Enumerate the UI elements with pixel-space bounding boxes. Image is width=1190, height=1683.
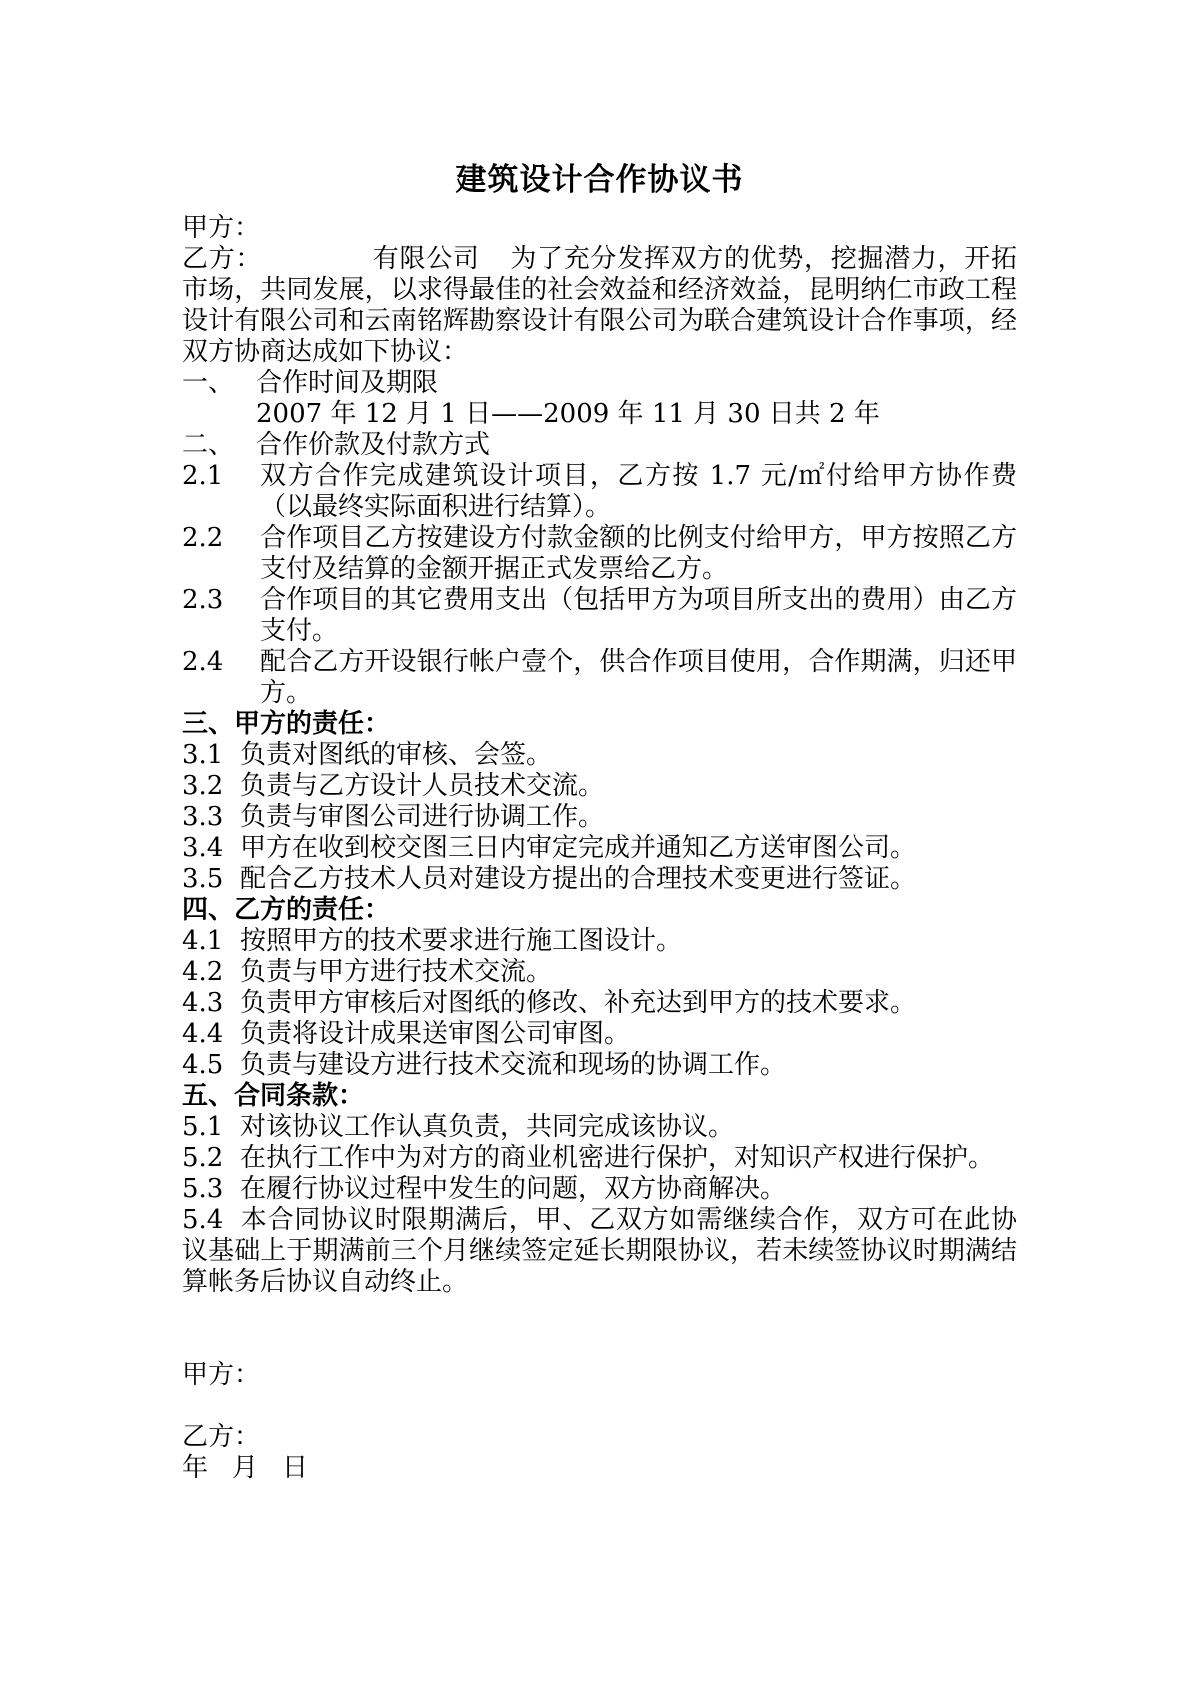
clause-2-3: [182, 585, 1017, 647]
signature-party-a: 甲方：: [182, 1360, 261, 1390]
clause-text: 负责与乙方设计人员技术交流。: [240, 771, 605, 801]
section-5-heading: 五、合同条款：: [182, 1081, 365, 1111]
clause-text: 负责甲方审核后对图纸的修改、补充达到甲方的技术要求。: [240, 988, 917, 1018]
clause-text: 本合同协议时限期满后，甲、乙双方如需继续合作，双方可在此协议基础上于期满前三个月继续签定延长期限协议，若未续签协议时期满结算帐务后协议自动终止。: [182, 1205, 1017, 1297]
section-1-number: 一、: [182, 368, 235, 398]
clause-text: 负责将设计成果送审图公司审图。: [240, 1019, 631, 1049]
clause-4-4: [182, 1019, 1017, 1050]
party-a-line: [182, 213, 1017, 244]
clause-number: 5.4: [182, 1205, 224, 1235]
date-month-label: 月: [232, 1453, 259, 1483]
clause-number: 2.2: [182, 523, 224, 553]
party-b-company: 有限公司: [372, 244, 480, 274]
section-1-heading: [182, 368, 1017, 399]
section-2-heading: [182, 430, 1017, 461]
clause-text: 负责与甲方进行技术交流。: [240, 957, 553, 987]
clause-text: 配合乙方技术人员对建设方提出的合理技术变更进行签证。: [240, 864, 917, 894]
clause-number: 3.3: [182, 802, 224, 832]
clause-4-5: [182, 1050, 1017, 1081]
clause-5-3: [182, 1174, 1017, 1205]
clause-4-3: [182, 988, 1017, 1019]
clause-2-2: [182, 523, 1017, 585]
date-year-label: 年: [182, 1453, 209, 1483]
clause-2-1: [182, 461, 1017, 523]
clause-number: 4.4: [182, 1019, 224, 1049]
clause-number: 2.3: [182, 585, 224, 615]
clause-3-2: [182, 771, 1017, 802]
clause-5-2: [182, 1143, 1017, 1174]
clause-3-3: [182, 802, 1017, 833]
clause-4-2: [182, 957, 1017, 988]
clause-text: 在执行工作中为对方的商业机密进行保护，对知识产权进行保护。: [240, 1143, 995, 1173]
clause-number: 4.3: [182, 988, 224, 1018]
document-page: [182, 160, 1017, 1484]
clause-number: 3.2: [182, 771, 224, 801]
clause-text: 在履行协议过程中发生的问题，双方协商解决。: [240, 1174, 787, 1204]
clause-number: 4.5: [182, 1050, 224, 1080]
clause-text: 负责对图纸的审核、会签。: [240, 740, 553, 770]
intro-text: 为了充分发挥双方的优势，挖掘潜力，开拓市场，共同发展，以求得最佳的社会效益和经济效益，昆明纳仁市政工程设计有限公司和云南铭辉勘察设计有限公司为联合建筑设计合作事项，经双方协商达成如下协议：: [182, 244, 1017, 367]
date-day-label: 日: [282, 1453, 309, 1483]
clause-3-5: [182, 864, 1017, 895]
clause-3-1: [182, 740, 1017, 771]
section-4-heading: 四、乙方的责任：: [182, 895, 391, 925]
clause-number: 3.5: [182, 864, 224, 894]
section-1-title: 合作时间及期限: [256, 368, 439, 398]
party-b-label: 乙方：: [182, 244, 263, 274]
signature-date: [182, 1453, 1017, 1484]
clause-text: 负责与审图公司进行协调工作。: [240, 802, 605, 832]
section-2-title: 合作价款及付款方式: [256, 430, 491, 460]
clause-number: 3.1: [182, 740, 224, 770]
clause-number: 5.2: [182, 1143, 224, 1173]
clause-2-4: [182, 647, 1017, 709]
section-3-heading: 三、甲方的责任：: [182, 709, 391, 739]
clause-number: 5.3: [182, 1174, 224, 1204]
party-a-label: 甲方：: [182, 213, 261, 243]
clause-4-1: [182, 926, 1017, 957]
section-2-number: 二、: [182, 430, 235, 460]
clause-3-4: [182, 833, 1017, 864]
clause-text: 对该协议工作认真负责，共同完成该协议。: [240, 1112, 735, 1142]
clause-5-4: [182, 1205, 1017, 1298]
clause-number: 5.1: [182, 1112, 224, 1142]
clause-text: 配合乙方开设银行帐户壹个，供合作项目使用，合作期满，归还甲方。: [260, 647, 1017, 708]
clause-text: 按照甲方的技术要求进行施工图设计。: [240, 926, 683, 956]
clause-number: 2.4: [182, 647, 224, 677]
clause-text: 甲方在收到校交图三日内审定完成并通知乙方送审图公司。: [240, 833, 917, 863]
clause-text: 负责与建设方进行技术交流和现场的协调工作。: [240, 1050, 787, 1080]
signature-party-b: 乙方：: [182, 1422, 261, 1452]
party-b-intro-paragraph: [182, 244, 1017, 368]
clause-number: 4.2: [182, 957, 224, 987]
cooperation-period: 2007 年 12 月 1 日——2009 年 11 月 30 日共 2 年: [256, 399, 880, 429]
clause-number: 2.1: [182, 461, 224, 491]
clause-5-1: [182, 1112, 1017, 1143]
clause-text: 双方合作完成建筑设计项目，乙方按 1.7 元/㎡付给甲方协作费（以最终实际面积进行结算）。: [260, 461, 1017, 522]
clause-number: 4.1: [182, 926, 224, 956]
clause-text: 合作项目的其它费用支出（包括甲方为项目所支出的费用）由乙方支付。: [260, 585, 1017, 646]
document-title: 建筑设计合作协议书: [455, 162, 744, 198]
clause-number: 3.4: [182, 833, 224, 863]
clause-text: 合作项目乙方按建设方付款金额的比例支付给甲方，甲方按照乙方支付及结算的金额开据正式发票给乙方。: [260, 523, 1017, 584]
